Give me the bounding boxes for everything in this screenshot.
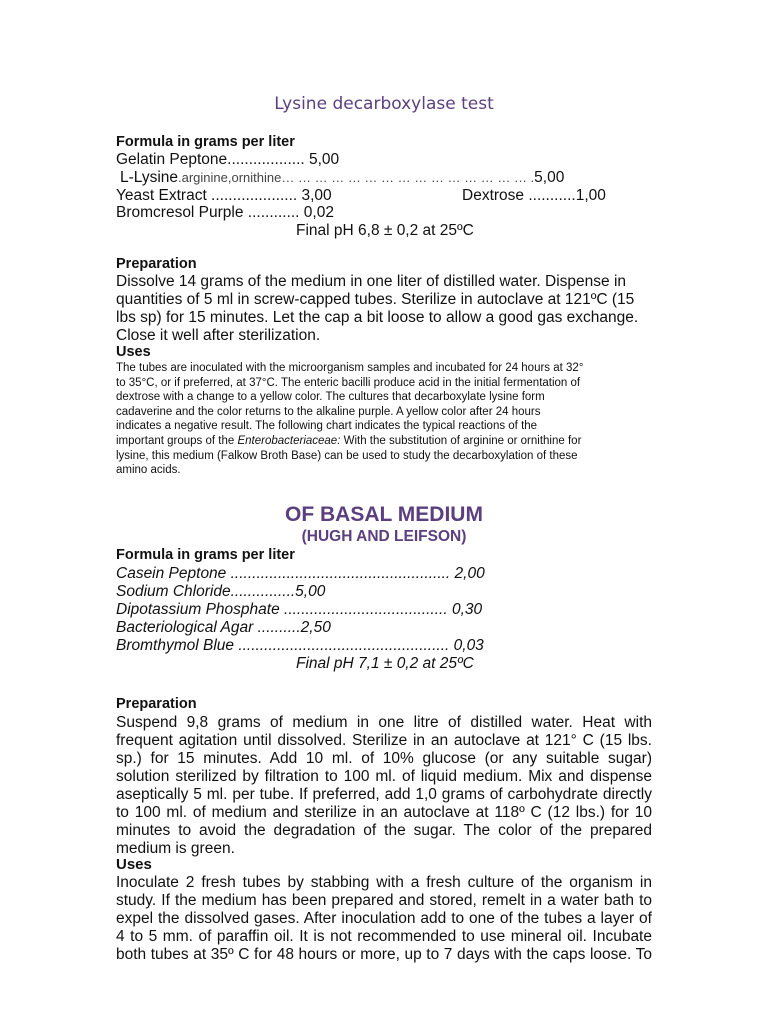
- formula-lysine: [120, 169, 564, 187]
- lysine-value: 5,00: [534, 169, 565, 186]
- text-line: lbs sp) for 15 minutes. Let the cap a bit loose to allow a good gas exchange.: [116, 309, 639, 326]
- text-line: dextrose with a change to a yellow color. The cultures that decarboxylate lysine form: [116, 391, 545, 404]
- formula-line: Casein Peptone ................................................... 2,00: [116, 565, 485, 582]
- text-line: amino acids.: [116, 464, 181, 477]
- text-line: expel the dissolved gases. After inoculation add to one of the tubes a layer of: [116, 910, 652, 927]
- section1-preparation-heading: Preparation: [116, 256, 197, 272]
- section2-formula-list: [116, 565, 652, 655]
- taxon-name: Enterobacteriaceae:: [237, 434, 341, 447]
- text-line: sp.) for 15 minutes. Add 10 ml. of 10% glucose (or any suitable sugar): [116, 750, 652, 767]
- text-line: Close it well after sterilization.: [116, 327, 321, 344]
- text-fragment: With the substitution of arginine or ornithine for: [340, 434, 582, 447]
- text-line: to 100 ml. of medium and sterilize in an autoclave at 118º C (12 lbs.) for 10: [116, 804, 652, 821]
- text-line: study. If the medium has been prepared and stored, remelt in a water bath to: [116, 892, 652, 909]
- text-line: aseptically 5 ml. per tube. If preferred, add 1,0 grams of carbohydrate directly: [116, 786, 652, 803]
- formula-line: Dipotassium Phosphate ...................................... 0,30: [116, 601, 483, 618]
- formula-yeast: Yeast Extract .................... 3,00: [116, 187, 332, 204]
- text-fragment: important groups of the: [116, 434, 238, 447]
- text-line: to 35°C, or if preferred, at 37°C. The enteric bacilli produce acid in the initial fermentation of: [116, 376, 581, 389]
- text-line: Inoculate 2 fresh tubes by stabbing with a fresh culture of the organism in: [116, 874, 652, 891]
- text-line: [116, 434, 652, 449]
- text-line: both tubes at 35º C for 48 hours or more, up to 7 days with the caps loose. To: [116, 946, 652, 963]
- section2-uses-text: [116, 874, 652, 964]
- text-line: Dissolve 14 grams of the medium in one liter of distilled water. Dispense in: [116, 273, 627, 290]
- section2-title: OF BASAL MEDIUM: [285, 503, 483, 526]
- section1-preparation-text: [116, 273, 652, 345]
- formula-bromcresol: Bromcresol Purple ............ 0,02: [116, 204, 334, 221]
- section1-title: Lysine decarboxylase test: [274, 94, 494, 114]
- section1-final-ph: Final pH 6,8 ± 0,2 at 25ºC: [296, 222, 474, 239]
- text-line: quantities of 5 ml in screw-capped tubes. Sterilize in autoclave at 121ºC (15: [116, 291, 635, 308]
- text-line: The tubes are inoculated with the microorganism samples and incubated for 24 hours at 32°: [116, 362, 584, 374]
- section1-uses-heading: Uses: [116, 344, 151, 360]
- formula-line: Bacteriological Agar ..........2,50: [116, 619, 331, 636]
- section2-uses-heading: Uses: [116, 856, 152, 873]
- formula-line: Sodium Chloride...............5,00: [116, 583, 326, 600]
- section2-preparation-heading: Preparation: [116, 696, 197, 712]
- text-line: indicates a negative result. The following chart indicates the typical reactions of the: [116, 420, 538, 433]
- section2-final-ph: Final pH 7,1 ± 0,2 at 25ºC: [296, 655, 474, 672]
- formula-gelatin: Gelatin Peptone.................. 5,00: [116, 151, 340, 168]
- text-line: cadaverine and the color returns to the alkaline purple. A yellow color after 24 hours: [116, 405, 541, 418]
- section2-preparation-text: [116, 714, 652, 858]
- text-line: minutes to avoid the degradation of the sugar. The color of the prepared: [116, 822, 652, 839]
- section2-subtitle: (HUGH AND LEIFSON): [301, 528, 467, 545]
- text-line: solution sterilized by filtration to 100 ml. of liquid medium. Mix and dispense: [116, 768, 652, 785]
- text-line: lysine, this medium (Falkow Broth Base) can be used to study the decarboxylation of these: [116, 449, 578, 462]
- section2-formula-heading: Formula in grams per liter: [116, 547, 295, 563]
- section1-formula-heading: Formula in grams per liter: [116, 134, 295, 150]
- text-line: Suspend 9,8 grams of medium in one litre of distilled water. Heat with: [116, 714, 652, 731]
- text-line: medium is green.: [116, 840, 235, 857]
- formula-dextrose: Dextrose ...........1,00: [462, 187, 606, 204]
- section1-uses-text: [116, 361, 652, 478]
- lysine-dots: … … … … … … … … … … … … … … … .: [281, 170, 535, 185]
- text-line: frequent agitation until dissolved. Sterilize in an autoclave at 121° C (15 lbs.: [116, 732, 652, 749]
- text-line: 4 to 5 mm. of paraffin oil. It is not recommended to use mineral oil. Incubate: [116, 928, 652, 945]
- lysine-middle: .arginine,ornithine: [178, 170, 282, 185]
- lysine-prefix: L-Lysine: [120, 169, 179, 186]
- formula-line: Bromthymol Blue ................................................. 0,03: [116, 637, 484, 654]
